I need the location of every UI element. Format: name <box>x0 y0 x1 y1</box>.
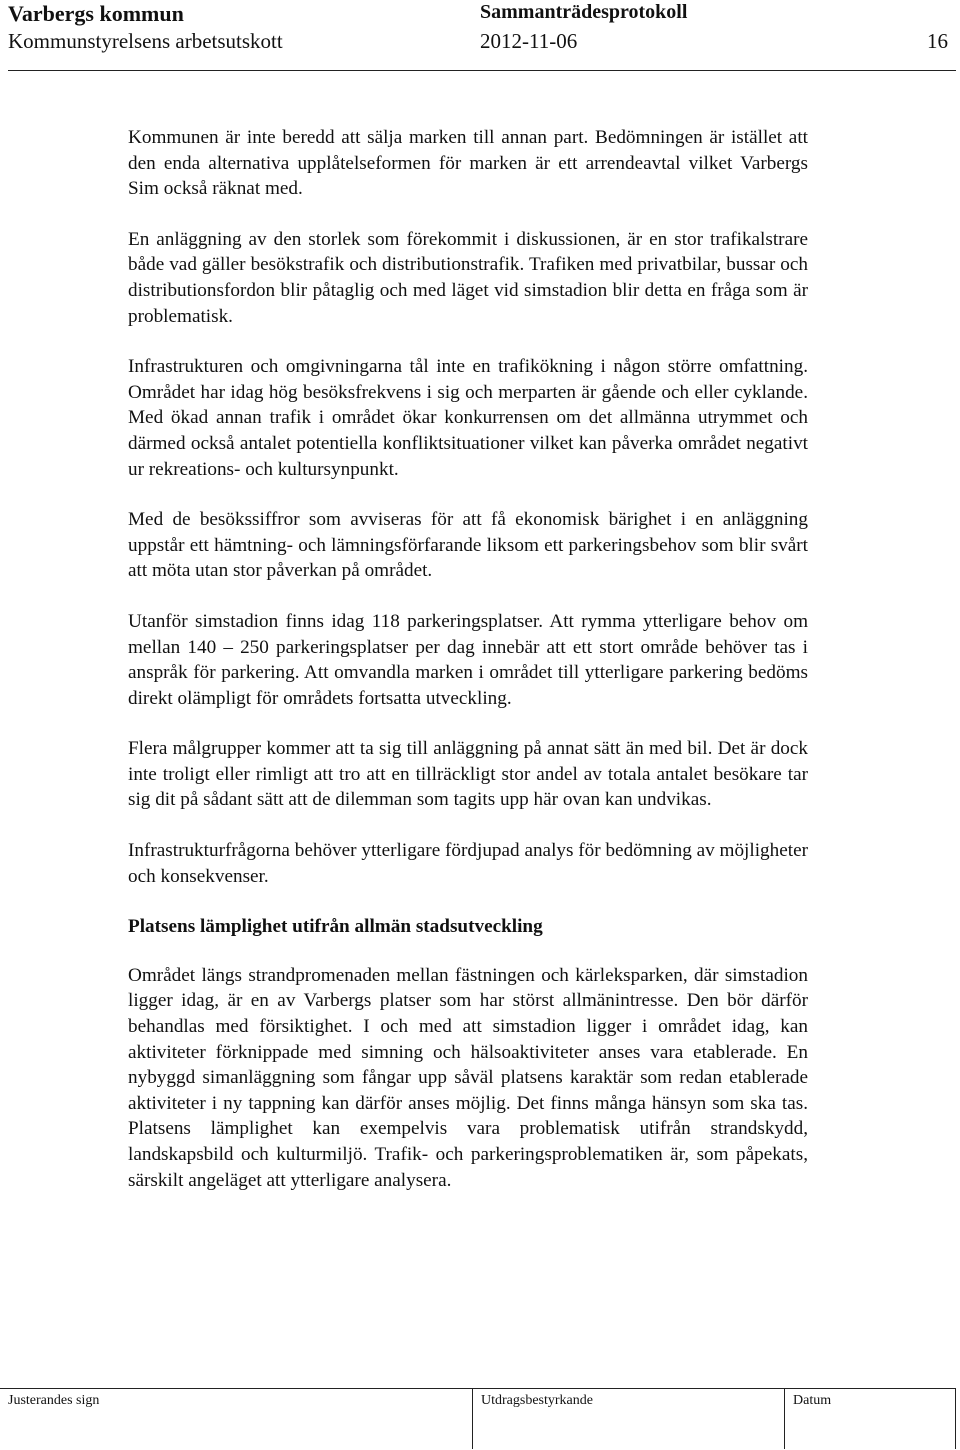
paragraph: Utanför simstadion finns idag 118 parkeringsplatser. Att rymma ytterligare behov om mellan 140 – 250 parkeringsplatser per dag innebär att ett stort område behöver tas i anspråk för parkering. Att omvandla marken i området till ytterligare parkering bedöms direkt olämpligt för områdets fortsatta utveckling. <box>128 610 808 709</box>
meeting-date: 2012-11-06 <box>480 29 578 53</box>
organization-name: Varbergs kommun <box>8 1 184 26</box>
signature-label: Justerandes sign <box>8 1393 100 1408</box>
paragraph: Med de besökssiffror som avviseras för att få ekonomisk bärighet i en anläggning uppstår ett hämtning- och lämningsförfarande liksom ett parkeringsbehov som blir svårt att möta utan stor påverkan på området. <box>128 509 808 582</box>
paragraph: Området längs strandpromenaden mellan fästningen och kärleksparken, där simstadion ligger idag, är en av Varbergs platser som har störst allmänintresse. Den bör därför behandlas med försiktighet. I och med att simstadion ligger i området idag, kan aktiviteter förknippade med simning och hälsoaktiviteter anses vara etablerade. En nybyggd simanläggning som fångar upp såväl platsens karaktär som redan etablerade aktiviteter i ny tappning kan därför anses möjlig. Det finns många hänsyn som ska tas. Platsens lämplighet kan exempelvis vara problematisk utifrån strandskydd, landskapsbild och kulturmiljö. Trafik- och parkeringsproblematiken är, som påpekats, särskilt angeläget att ytterligare analysera. <box>128 964 808 1191</box>
paragraph: En anläggning av den storlek som förekommit i diskussionen, är en stor trafikalstrare både vad gäller besökstrafik och distributionstrafik. Trafiken med privatbilar, bussar och distributionsfordon blir påtaglig och med läget vid simstadion blir detta en fråga som är problematisk. <box>128 228 808 327</box>
section-heading: Platsens lämplighet utifrån allmän stadsutveckling <box>128 916 543 938</box>
footer-certified-cell <box>472 1389 784 1449</box>
footer-date-cell <box>784 1389 956 1449</box>
paragraph: Infrastrukturen och omgivningarna tål inte en trafikökning i någon större omfattning. Området har idag hög besöksfrekvens i sig och merparten är gående och eller cyklande. Med ökad annan trafik i området ökar konkurrensen om det allmänna utrymmet och därmed också antalet potentiella konfliktsituationer vilket kan påverka området negativt ur rekreations- och kultursynpunkt. <box>128 356 808 480</box>
document-type: Sammanträdesprotokoll <box>480 1 688 23</box>
header-divider <box>8 70 956 71</box>
footer-signature-cell <box>0 1389 472 1449</box>
signature-footer <box>0 1388 956 1449</box>
paragraph: Infrastrukturfrågorna behöver ytterligare fördjupad analys för bedömning av möjligheter och konsekvenser. <box>128 840 808 887</box>
paragraph: Kommunen är inte beredd att sälja marken till annan part. Bedömningen är istället att den enda alternativa upplåtelseformen för marken är ett arrendeavtal vilket Varbergs Sim också räknat med. <box>128 127 808 200</box>
date-label: Datum <box>793 1393 832 1408</box>
paragraph: Flera målgrupper kommer att ta sig till anläggning på annat sätt än med bil. Det är dock inte troligt eller rimligt att tro att en tillräckligt stor andel av totala antalet besökare tar sig dit på sådant sätt att de dilemman som tagits upp här ovan kan undvikas. <box>128 738 808 811</box>
certified-label: Utdragsbestyrkande <box>481 1393 593 1408</box>
committee-name: Kommunstyrelsens arbetsutskott <box>8 29 283 53</box>
document-body <box>128 125 808 1218</box>
page-number: 16 <box>927 29 948 53</box>
page-header <box>8 0 952 70</box>
